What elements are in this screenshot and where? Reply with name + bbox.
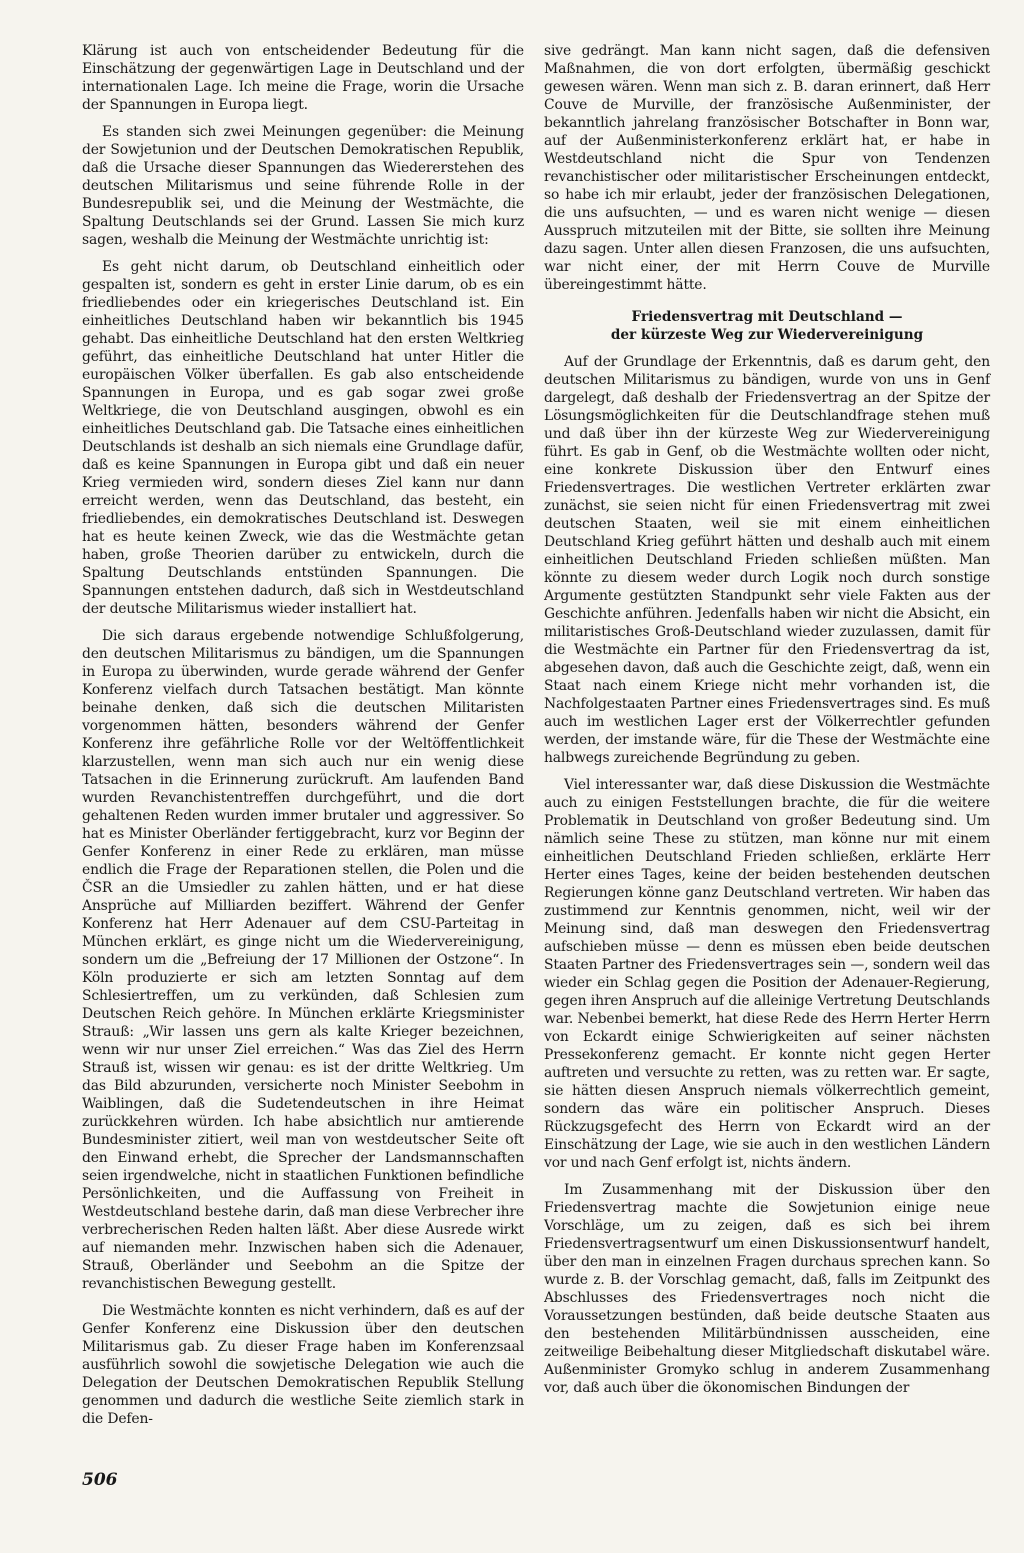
- section-heading: [544, 308, 990, 344]
- section-heading-line-2: der kürzeste Weg zur Wiedervereinigung: [610, 327, 924, 343]
- paragraph: Die Westmächte konnten es nicht verhindern, daß es auf der Genfer Konferenz eine Diskussion über den deutschen Militarismus gab. Zu dieser Frage haben im Konferenzsaal ausführlich sowohl die sowjetische Delegation wie auch die Delegation der Deutschen Demokratischen Republik Stellung genommen und dadurch die westliche Seite ziemlich stark in die Defen-: [82, 1303, 524, 1427]
- paragraph: Es geht nicht darum, ob Deutschland einheitlich oder gespalten ist, sondern es geht in erster Linie darum, ob es ein friedliebendes oder ein kriegerisches Deutschland ist. Ein einheitliches Deutschland haben wir bekanntlich bis 1945 gehabt. Das einheitliche Deutschland hat den ersten Weltkrieg geführt, das einheitliche Deutschland hat unter Hitler die europäischen Völker überfallen. Es gab also entscheidende Spannungen in Europa, und es gab sogar zwei große Weltkriege, die von Deutschland ausgingen, obwohl es ein einheitliches Deutschland gab. Die Tatsache eines einheitlichen Deutschlands ist deshalb an sich niemals eine Grundlage dafür, daß es keine Spannungen in Europa gibt und daß ein neuer Krieg vermieden wird, sondern dieses Ziel kann nur dann erreicht werden, wenn das Deutschland, das besteht, ein friedliebendes, ein demokratisches Deutschland ist. Deswegen hat es heute keinen Zweck, wie das die Westmächte getan haben, große Theorien darüber zu entwickeln, durch die Spaltung Deutschlands entstünden Spannungen. Die Spannungen entstehen dadurch, daß sich in Westdeutschland der deutsche Militarismus wieder installiert hat.: [82, 259, 524, 617]
- section-heading-line-1: Friedensvertrag mit Deutschland —: [631, 309, 903, 325]
- paragraph: sive gedrängt. Man kann nicht sagen, daß die defensiven Maßnahmen, die von dort erfolgten, übermäßig geschickt gewesen wären. Wenn man sich z. B. daran erinnert, daß Herr Couve de Murville, der französische Außenminister, der bekanntlich jahrelang französischer Botschafter in Bonn war, auf der Außenministerkonferenz erklärt hat, er habe in Westdeutschland nicht die Spur von Tendenzen revanchistischer oder militaristischer Erscheinungen entdeckt, so habe ich mir erlaubt, jeder der französischen Delegationen, die uns aufsuchten, — und es waren nicht wenige — diesen Ausspruch mitzuteilen mit der Bitte, sie sollten ihre Meinung dazu sagen. Unter allen diesen Franzosen, die uns aufsuchten, war nicht einer, der mit Herrn Couve de Murville übereingestimmt hätte.: [544, 43, 990, 293]
- paragraph: Auf der Grundlage der Erkenntnis, daß es darum geht, den deutschen Militarismus zu bändigen, wurde von uns in Genf dargelegt, daß deshalb der Friedensvertrag an der Spitze der Lösungsmöglichkeiten für die Deutschlandfrage stehen muß und daß über ihn der kürzeste Weg zur Wiedervereinigung führt. Es gab in Genf, ob die Westmächte wollten oder nicht, eine konkrete Diskussion über den Entwurf eines Friedensvertrages. Die westlichen Vertreter erklärten zwar zunächst, sie seien nicht für einen Friedensvertrag mit zwei deutschen Staaten, weil sie mit einem einheitlichen Deutschland Krieg geführt hätten und deshalb auch mit einem einheitlichen Deutschland Frieden schließen müßten. Man könnte zu diesem weder durch Logik noch durch sonstige Argumente gestützten Standpunkt sehr viele Fakten aus der Geschichte anführen. Jedenfalls haben wir nicht die Absicht, ein militaristisches Groß-Deutschland wieder zuzulassen, damit für die Westmächte ein Partner für den Friedensvertrag da ist, abgesehen davon, daß auch die Geschichte zeigt, daß, wenn ein Staat nach einem Kriege nicht mehr vorhanden ist, die Nachfolgestaaten Partner eines Friedensvertrages sind. Es muß auch im westlichen Lager erst der Völkerrechtler gefunden werden, der imstande wäre, für die These der Westmächte eine halbwegs zureichende Begründung zu geben.: [544, 354, 990, 766]
- right-column: [544, 42, 990, 1406]
- page-number: 506: [82, 1470, 118, 1490]
- paragraph: Im Zusammenhang mit der Diskussion über den Friedensvertrag machte die Sowjetunion einige neue Vorschläge, um zu zeigen, daß es sich bei ihrem Friedensvertragsentwurf um einen Diskussionsentwurf handelt, über den man in einzelnen Fragen durchaus sprechen kann. So wurde z. B. der Vorschlag gemacht, daß, falls im Zeitpunkt des Abschlusses des Friedensvertrages noch nicht die Voraussetzungen bestünden, daß beide deutsche Staaten aus den bestehenden Militärbündnissen ausscheiden, eine zeitweilige Beibehaltung dieser Mitgliedschaft diskutabel wäre. Außenminister Gromyko schlug in anderem Zusammenhang vor, daß auch über die ökonomischen Bindungen der: [544, 1182, 990, 1396]
- left-column: [82, 42, 524, 1437]
- paragraph: Die sich daraus ergebende notwendige Schlußfolgerung, den deutschen Militarismus zu bändigen, um die Spannungen in Europa zu überwinden, wurde gerade während der Genfer Konferenz vielfach durch Tatsachen bestätigt. Man könnte beinahe denken, daß sich die deutschen Militaristen vorgenommen hätten, besonders während der Genfer Konferenz ihre gefährliche Rolle vor der Weltöffentlichkeit klarzustellen, wenn man sich auch nur ein wenig diese Tatsachen in die Erinnerung zurückruft. Am laufenden Band wurden Revanchistentreffen durchgeführt, und die dort gehaltenen Reden wurden immer brutaler und aggressiver. So hat es Minister Oberländer fertiggebracht, kurz vor Beginn der Genfer Konferenz in einer Rede zu erklären, man müsse endlich die Frage der Reparationen stellen, die Polen und die ČSR an die Umsiedler zu zahlen hätten, und er hat diese Ansprüche auf Milliarden beziffert. Während der Genfer Konferenz hat Herr Adenauer auf dem CSU-Parteitag in München erklärt, es ginge nicht um die Wiedervereinigung, sondern um die „Befreiung der 17 Millionen der Ostzone“. In Köln produzierte er sich am letzten Sonntag auf dem Schlesiertreffen, um zu verkünden, daß Schlesien zum Deutschen Reich gehöre. In München erklärte Kriegsminister Strauß: „Wir lassen uns gern als kalte Krieger bezeichnen, wenn wir nur unser Ziel erreichen.“ Was das Ziel des Herrn Strauß ist, wissen wir genau: es ist der dritte Weltkrieg. Um das Bild abzurunden, versicherte noch Minister Seebohm in Waiblingen, daß die Sudetendeutschen in ihre Heimat zurückkehren würden. Ich habe absichtlich nur amtierende Bundesminister zitiert, weil man von westdeutscher Seite oft den Einwand erhebt, die Sprecher der Landsmannschaften seien irgendwelche, nicht in staatlichen Funktionen befindliche Persönlichkeiten, und die Auffassung von Freiheit in Westdeutschland bestehe darin, daß man diese Verbrecher ihre verbrecherischen Reden halten läßt. Aber diese Ausrede wirkt auf niemanden mehr. Inzwischen haben sich die Adenauer, Strauß, Oberländer und Seebohm an die Spitze der revanchistischen Bewegung gestellt.: [82, 628, 524, 1292]
- paragraph: Viel interessanter war, daß diese Diskussion die Westmächte auch zu einigen Feststellungen brachte, die für die weitere Problematik in Deutschland von großer Bedeutung sind. Um nämlich seine These zu stützen, man könne nur mit einem einheitlichen Deutschland Frieden schließen, erklärte Herr Herter eines Tages, keine der beiden bestehenden deutschen Regierungen könne ganz Deutschland vertreten. Wir haben das zustimmend zur Kenntnis genommen, nicht, weil wir der Meinung sind, daß man deswegen den Friedensvertrag aufschieben müsse — denn es müssen eben beide deutschen Staaten Partner des Friedensvertrages sein —, sondern weil das wieder ein Schlag gegen die Position der Adenauer-Regierung, gegen ihren Anspruch auf die alleinige Vertretung Deutschlands war. Nebenbei bemerkt, hat diese Rede des Herrn Herter Herrn von Eckardt einige Schwierigkeiten auf seiner nächsten Pressekonferenz gemacht. Er konnte nicht gegen Herter auftreten und versuchte zu retten, was zu retten war. Er sagte, sie hätten diesen Anspruch niemals völkerrechtlich gemeint, sondern das wäre ein politischer Anspruch. Dieses Rückzugsgefecht des Herrn von Eckardt wird an der Einschätzung der Lage, wie sie auch in den westlichen Ländern vor und nach Genf erfolgt ist, nichts ändern.: [544, 777, 990, 1171]
- paragraph: Es standen sich zwei Meinungen gegenüber: die Meinung der Sowjetunion und der Deutschen Demokratischen Republik, daß die Ursache dieser Spannungen das Wiedererstehen des deutschen Militarismus und seine führende Rolle in der Bundesrepublik sei, und die Meinung der Westmächte, die Spaltung Deutschlands sei der Grund. Lassen Sie mich kurz sagen, weshalb die Meinung der Westmächte unrichtig ist:: [82, 124, 524, 248]
- paragraph: Klärung ist auch von entscheidender Bedeutung für die Einschätzung der gegenwärtigen Lage in Deutschland und der internationalen Lage. Ich meine die Frage, worin die Ursache der Spannungen in Europa liegt.: [82, 43, 524, 113]
